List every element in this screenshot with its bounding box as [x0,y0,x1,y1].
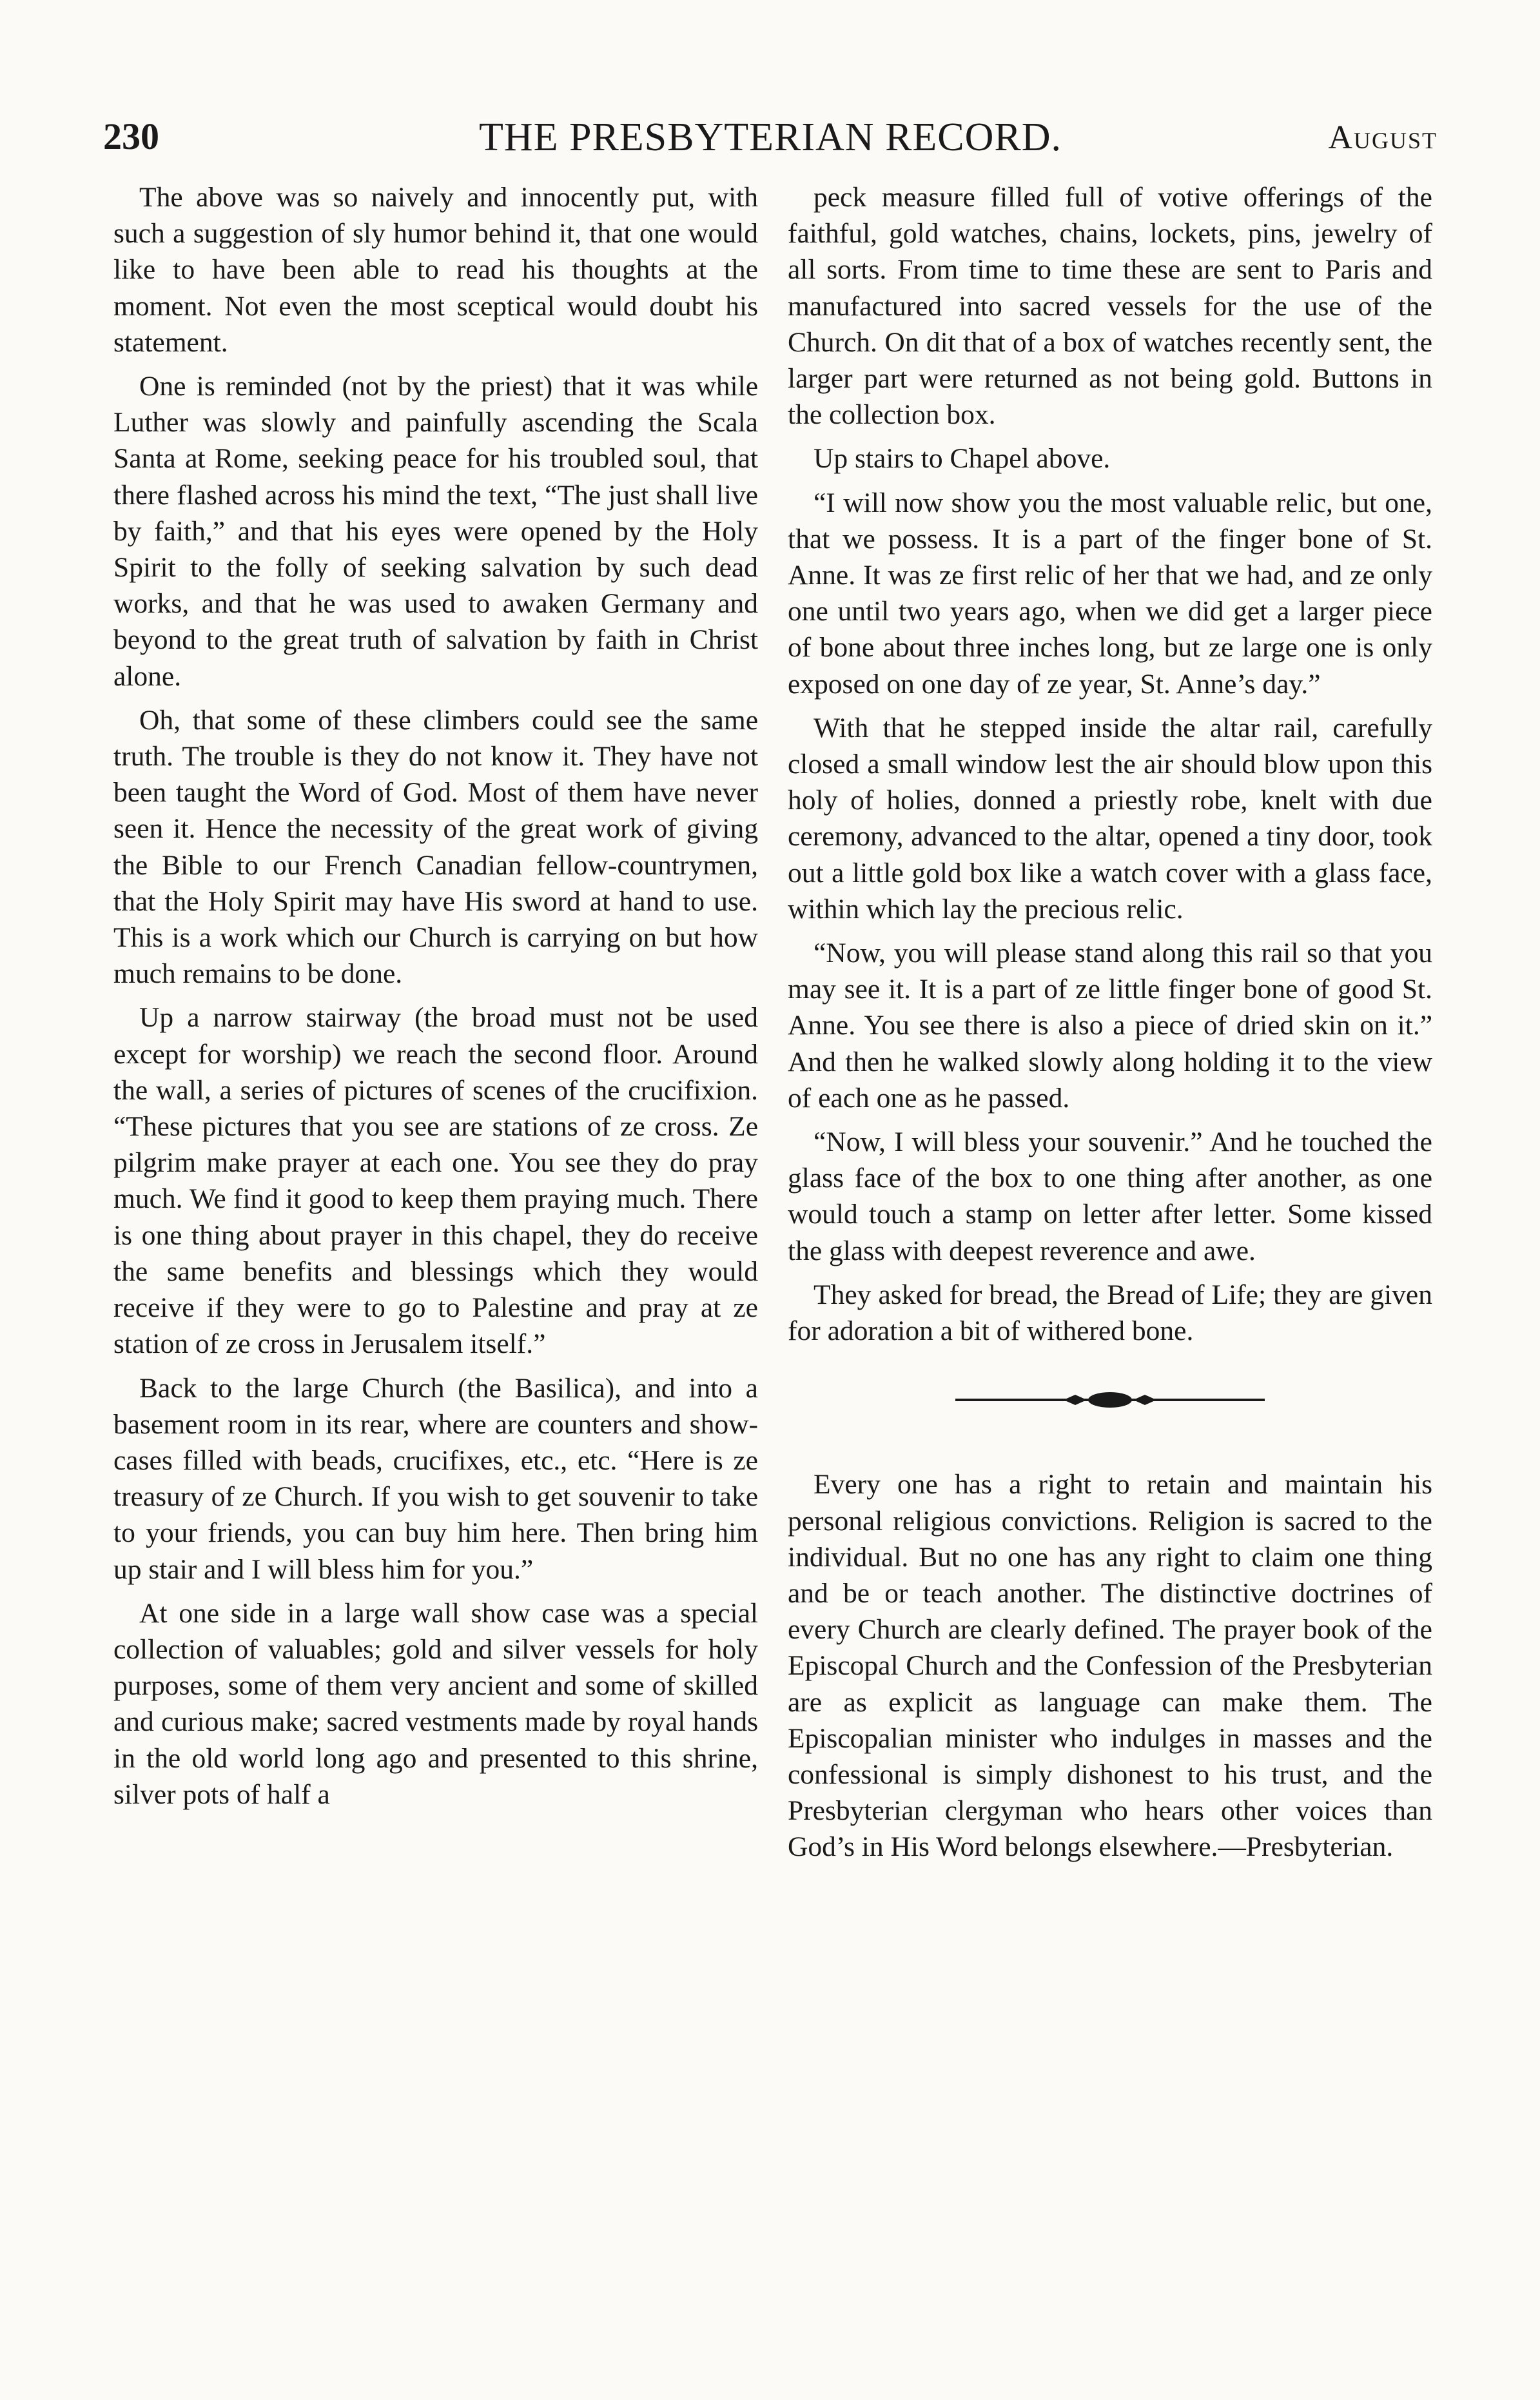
paragraph: Oh, that some of these climbers could see the same truth. The trouble is they do not know it. They have not been taught the Word of God. Most of them have never seen it. Hence the necessity of the great work of giving the Bible to our French Canadian fellow-countrymen, that the Holy Spirit may have His sword at hand to use. This is a work which our Church is carrying on but how much remains to be done. [113,704,758,990]
paragraph: “Now, I will bless your souvenir.” And he touched the glass face of the box to one thing after another, as one would touch a stamp on letter after letter. Some kissed the glass with deepest reverence and awe. [788,1126,1432,1266]
page-header [103,115,1438,166]
closing-paragraph: Every one has a right to retain and maintain his personal religious convictions. Religion is sacred to the individual. But no one has any right to claim one thing and be or teach another. The distinctive doctrines of every Church are clearly defined. The prayer book of the Episcopal Church and the Confession of the Presbyterian are as explicit as language can make them. The Episcopalian minister who indulges in masses and the confessional is simply dishonest to his trust, and the Presbyterian clergyman who hears other voices than God’s in His Word belongs elsewhere.—Presbyterian. [788,1469,1432,1863]
header-month: August [1328,119,1438,156]
right-column [788,179,1432,1873]
journal-title: THE PRESBYTERIAN RECORD. [478,115,1062,159]
paragraph: With that he stepped inside the altar rail, carefully closed a small window lest the air should blow upon this holy of holies, donned a priestly robe, knelt with due ceremony, advanced to the altar, opened a tiny door, took out a little gold box like a watch cover with a glass face, within which lay the precious relic. [788,712,1432,925]
paragraph: Up stairs to Chapel above. [814,443,1111,475]
section-divider-ornament [788,1390,1432,1410]
paragraph: Back to the large Church (the Basilica), and into a basement room in its rear, where are counters and show-cases filled with beads, crucifixes, etc., etc. “Here is ze treasury of ze Church. If you wish to get souvenir to take to your friends, you can buy him here. Then bring him up stair and I will bless him for you.” [113,1372,758,1585]
paragraph: At one side in a large wall show case was a special collection of valuables; gold and silver vessels for holy purposes, some of them very ancient and some of skilled and curious make; sacred vestments made by royal hands in the old world long ago and presented to this shrine, silver pots of half a [113,1597,758,1810]
paragraph: “I will now show you the most valuable relic, but one, that we possess. It is a part of the finger bone of St. Anne. It was ze first relic of her that we had, and ze only one until two years ago, when we did get a larger piece of bone about three inches long, but ze large one is only exposed on one day of ze year, St. Anne’s day.” [788,487,1432,700]
paragraph: The above was so naively and innocently put, with such a suggestion of sly humor behind it, that one would like to have been able to read his thoughts at the moment. Not even the most sceptical would doubt his statement. [113,182,758,358]
paragraph: peck measure filled full of votive offerings of the faithful, gold watches, chains, lockets, pins, jewelry of all sorts. From time to time these are sent to Paris and manufactured into sacred vessels for the use of the Church. On dit that of a box of watches recently sent, the larger part were returned as not being gold. Buttons in the collection box. [788,182,1432,431]
paragraph: Up a narrow stairway (the broad must not be used except for worship) we reach the second floor. Around the wall, a series of pictures of scenes of the crucifixion. “These pictures that you see are stations of ze cross. Ze pilgrim make prayer at each one. You see they do pray much. We find it good to keep them praying much. There is one thing about prayer in this chapel, they do receive the same benefits and blessings which they would receive if they were to go to Palestine and pray at ze station of ze cross in Jerusalem itself.” [113,1002,758,1360]
paragraph: One is reminded (not by the priest) that it was while Luther was slowly and painfully ascending the Scala Santa at Rome, seeking peace for his troubled soul, that there flashed across his mind the text, “The just shall live by faith,” and that his eyes were opened by the Holy Spirit to the folly of seeking salvation by such dead works, and that he was used to awaken Germany and beyond to the great truth of salvation by faith in Christ alone. [113,371,758,692]
page-number: 230 [103,115,159,157]
paragraph: “Now, you will please stand along this rail so that you may see it. It is a part of ze little finger bone of good St. Anne. You see there is also a piece of dried skin on it.” And then he walked slowly along holding it to the view of each one as he passed. [788,938,1432,1114]
paragraph: They asked for bread, the Bread of Life; they are given for adoration a bit of withered bone. [788,1279,1432,1347]
ornament-rule-icon [955,1390,1265,1410]
left-column [113,179,758,1820]
